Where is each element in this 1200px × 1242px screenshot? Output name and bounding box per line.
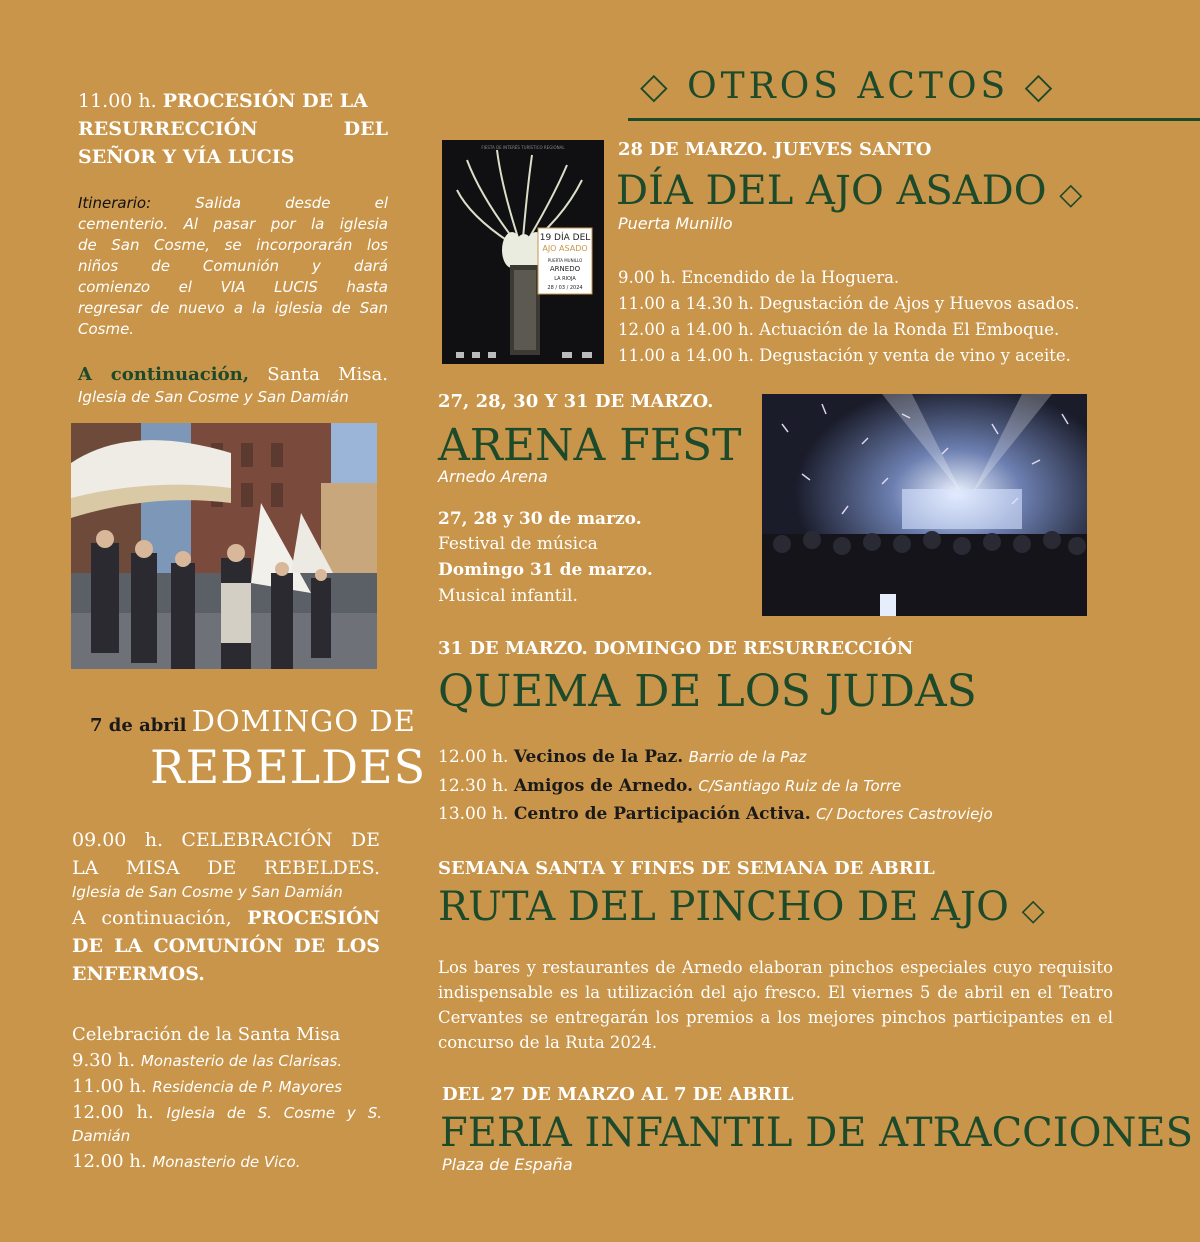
itinerary-line1: Itinerario: Salida desde el — [78, 194, 388, 212]
judas-title: QUEMA DE LOS JUDAS — [438, 666, 977, 717]
procession-title-line1: 11.00 h. PROCESIÓN DE LA — [78, 90, 368, 112]
rebeldes-title: REBELDES — [150, 740, 427, 794]
arena-concert-photo — [762, 394, 1087, 616]
procession-photo-illustration — [71, 423, 377, 669]
misa-row: 9.30 h. Monasterio de las Clarisas. — [72, 1050, 343, 1071]
procession-photo — [71, 423, 377, 669]
pincho-line3: Cervantes se entregarán los premios a los mejores pinchos participantes en el — [438, 1008, 1113, 1027]
misa-row: 12.00 h. Monasterio de Vico. — [72, 1151, 301, 1172]
procession-title-line3: SEÑOR Y VÍA LUCIS — [78, 146, 295, 168]
continuation-line: A continuación, Santa Misa. — [78, 364, 388, 385]
pincho-line4: concurso de la Ruta 2024. — [438, 1033, 658, 1052]
ajo-schedule-row: 9.00 h. Encendido de la Hoguera. — [618, 268, 900, 287]
poster-badge-l5: LA RIOJA — [554, 276, 576, 282]
section-title: ◇ OTROS ACTOS ◇ — [640, 66, 1057, 107]
rebeldes-mass-line2: LA MISA DE REBELDES. — [72, 857, 380, 879]
poster-badge-l4: ARNEDO — [549, 265, 581, 273]
judas-row: 13.00 h. Centro de Participación Activa. C/ Doctores Castroviejo — [438, 804, 993, 824]
poster-badge-l6: 28 / 03 / 2024 — [547, 285, 583, 291]
rebeldes-cont-line2: DE LA COMUNIÓN DE LOS — [72, 935, 380, 957]
diamond-ornament-icon: ◇ — [640, 66, 672, 107]
judas-row: 12.30 h. Amigos de Arnedo. C/Santiago Ruiz de la Torre — [438, 776, 902, 796]
misa-row-continuation: Damián — [72, 1127, 131, 1145]
itinerary-line3: de San Cosme, se incorporarán los — [78, 236, 388, 254]
ajo-schedule-row: 11.00 a 14.30 h. Degustación de Ajos y Huevos asados. — [618, 294, 1080, 313]
pincho-title: RUTA DEL PINCHO DE AJO ◇ — [438, 884, 1045, 930]
itinerary-line2: cementerio. Al pasar por la iglesia — [78, 215, 388, 233]
ajo-date: 28 DE MARZO. JUEVES SANTO — [618, 139, 932, 160]
pincho-line1: Los bares y restaurantes de Arnedo elaboran pinchos especiales cuyo requisito — [438, 958, 1113, 977]
rebeldes-cont-line1: A continuación, PROCESIÓN — [72, 907, 380, 929]
continuation-church: Iglesia de San Cosme y San Damián — [78, 388, 349, 406]
rebeldes-header-line1: 7 de abril DOMINGO DE — [90, 704, 416, 738]
ajo-poster-art — [442, 140, 604, 364]
ajo-poster — [442, 140, 604, 364]
ajo-title: DÍA DEL AJO ASADO ◇ — [616, 168, 1083, 214]
poster-badge-l1: 19 DÍA DEL — [539, 233, 591, 243]
poster-top-text: FIESTA DE INTERÉS TURÍSTICO REGIONAL — [481, 145, 565, 150]
rebeldes-cont-line3: ENFERMOS. — [72, 963, 205, 985]
ajo-schedule-row: 11.00 a 14.00 h. Degustación y venta de vino y aceite. — [618, 346, 1071, 365]
misa-row: 12.00 h. Iglesia de S. Cosme y S. — [72, 1102, 382, 1123]
rebeldes-mass-place: Iglesia de San Cosme y San Damián — [72, 883, 343, 901]
rebeldes-mass-line1: 09.00 h. CELEBRACIÓN DE — [72, 829, 380, 851]
poster-badge-l3: PUERTA MUNILLO — [547, 258, 583, 263]
itinerary-line6: regresar de nuevo a la iglesia de San — [78, 299, 388, 317]
feria-place: Plaza de España — [442, 1155, 573, 1174]
itinerary-line4: niños de Comunión y dará — [78, 257, 388, 275]
diamond-ornament-icon: ◇ — [1059, 177, 1083, 212]
diamond-ornament-icon: ◇ — [1021, 893, 1045, 928]
diamond-ornament-icon: ◇ — [1024, 66, 1057, 107]
arena-date: 27, 28, 30 Y 31 DE MARZO. — [438, 391, 714, 412]
feria-title: FERIA INFANTIL DE ATRACCIONES — [440, 1110, 1193, 1156]
ajo-schedule-row: 12.00 a 14.00 h. Actuación de la Ronda El Emboque. — [618, 320, 1060, 339]
misa-row: 11.00 h. Residencia de P. Mayores — [72, 1076, 343, 1097]
arena-line4: Musical infantil. — [438, 586, 578, 606]
judas-date: 31 DE MARZO. DOMINGO DE RESURRECCIÓN — [438, 638, 914, 659]
arena-concert-illustration — [762, 394, 1087, 616]
procession-title-line2: RESURRECCIÓN DEL — [78, 118, 388, 140]
arena-line1: 27, 28 y 30 de marzo. — [438, 509, 642, 529]
arena-title: ARENA FEST — [438, 420, 742, 471]
santa-misa-title: Celebración de la Santa Misa — [72, 1024, 341, 1045]
arena-line2: Festival de música — [438, 534, 598, 554]
itinerary-line5: comienzo el VIA LUCIS hasta — [78, 278, 388, 296]
judas-row: 12.00 h. Vecinos de la Paz. Barrio de la Paz — [438, 747, 807, 767]
feria-date: DEL 27 DE MARZO AL 7 DE ABRIL — [442, 1084, 794, 1105]
poster-badge-l2: AJO ASADO — [542, 244, 588, 253]
pincho-line2: indispensable es la utilización del ajo fresco. El viernes 5 de abril en el Teatro — [438, 983, 1113, 1002]
section-divider — [628, 118, 1200, 121]
itinerary-line7: Cosme. — [78, 320, 135, 338]
pincho-date: SEMANA SANTA Y FINES DE SEMANA DE ABRIL — [438, 858, 935, 879]
ajo-place: Puerta Munillo — [618, 214, 733, 233]
arena-line3: Domingo 31 de marzo. — [438, 560, 653, 580]
arena-place: Arnedo Arena — [438, 467, 548, 486]
